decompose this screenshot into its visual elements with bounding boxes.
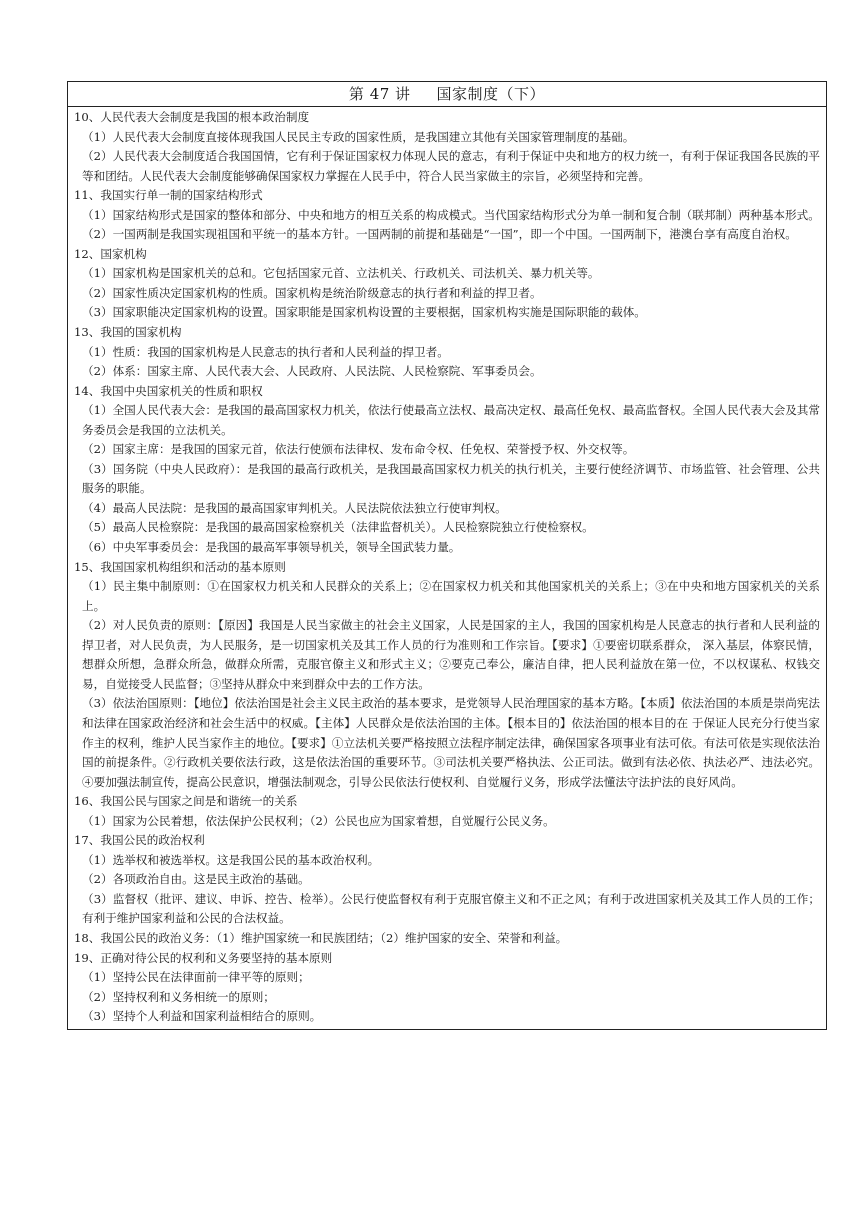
list-item: （1）全国人民代表大会：是我国的最高国家权力机关，依法行使最高立法权、最高决定权、最高任免权、最高监督权。全国人民代表大会及其常务委员会是我国的立法机关。 — [82, 403, 820, 437]
list-item: （2）对人民负责的原则：【原因】我国是人民当家做主的社会主义国家，人民是国家的主人，我国的国家机构是人民意志的执行者和人民利益的捍卫者，对人民负责，为人民服务，是一切国家机关及其工作人员的行为准则和工作宗旨。【要求】①要密切联系群众， 深入基层，体察民情，想群众所想，急群众所急，做群众所需，克服官僚主义和形式主义；②要克己奉公，廉洁自律，把人民利益放在第一位，不以权谋私、权钱交易，自觉接受人民监督；③坚持从群众中来到群众中去的工作方法。 — [82, 618, 820, 691]
section-heading: 18、我国公民的政治义务：（1）维护国家统一和民族团结；（2）维护国家的安全、荣誉和利益。 — [74, 930, 568, 945]
lecture-number: 第 47 讲 — [348, 85, 411, 103]
section-heading: 10、人民代表大会制度是我国的根本政治制度 — [74, 110, 310, 124]
list-item: （2）体系：国家主席、人民代表大会、人民政府、人民法院、人民检察院、军事委员会。 — [82, 364, 542, 379]
list-item: （2）各项政治自由。这是民主政治的基础。 — [82, 872, 310, 887]
list-item: （4）最高人民法院：是我国的最高国家审判机关。人民法院依法独立行使审判权。 — [82, 500, 507, 515]
list-item: （5）最高人民检察院：是我国的最高国家检察机关（法律监督机关）。人民检察院独立行使检察权。 — [82, 520, 594, 535]
list-item: （2）国家主席：是我国的国家元首，依法行使颁布法律权、发布命令权、任免权、荣誉授予权、外交权等。 — [82, 442, 635, 457]
section-heading: 14、我国中央国家机关的性质和职权 — [74, 383, 263, 398]
section-heading: 11、我国实行单一制的国家结构形式 — [74, 188, 263, 203]
section-heading: 13、我国的国家机构 — [74, 325, 182, 340]
list-item: （1）选举权和被选举权。这是我国公民的基本政治权利。 — [82, 852, 380, 867]
list-item: （1）人民代表大会制度直接体现我国人民民主专政的国家性质，是我国建立其他有关国家管理制度的基础。 — [82, 129, 635, 144]
list-item: （1）国家结构形式是国家的整体和部分、中央和地方的相互关系的构成模式。当代国家结构形式分为单一制和复合制（联邦制）两种基本形式。 — [82, 207, 820, 222]
list-item: （3）国家职能决定国家机构的设置。国家职能是国家机构设置的主要根据，国家机构实施是国际职能的载体。 — [82, 305, 646, 320]
section-heading: 17、我国公民的政治权利 — [74, 833, 205, 848]
section-heading: 15、我国国家机构组织和活动的基本原则 — [74, 559, 286, 574]
lecture-topic: 国家制度（下） — [436, 85, 546, 103]
list-item: （2）一国两制是我国实现祖国和平统一的基本方针。一国两制的前提和基础是“一国”，即一个中国。一国两制下，港澳台享有高度自治权。 — [82, 227, 797, 242]
list-item: （3）监督权（批评、建议、申诉、控告、检举）。公民行使监督权有利于克服官僚主义和不正之风；有利于改进国家机关及其工作人员的工作；有利于维护国家利益和公民的合法权益。 — [82, 891, 820, 926]
document-table — [67, 81, 827, 1030]
notes-body — [68, 107, 826, 1029]
list-item: （2）人民代表大会制度适合我国国情，它有利于保证国家权力体现人民的意志，有利于保证中央和地方的权力统一，有利于保证我国各民族的平等和团结。人民代表大会制度能够确保国家权力掌握在人民手中，符合人民当家做主的宗旨，必须坚持和完善。 — [82, 149, 820, 183]
list-item: （1）坚持公民在法律面前一律平等的原则； — [82, 970, 310, 985]
list-item: （2）国家性质决定国家机构的性质。国家机构是统治阶级意志的执行者和利益的捍卫者。 — [82, 285, 542, 300]
list-item: （1）国家机构是国家机关的总和。它包括国家元首、立法机关、行政机关、司法机关、暴力机关等。 — [82, 266, 600, 281]
list-item: （1）国家为公民着想，依法保护公民权利；（2）公民也应为国家着想，自觉履行公民义务。 — [82, 813, 555, 828]
lecture-title — [68, 82, 826, 107]
list-item: （3）国务院（中央人民政府）：是我国的最高行政机关，是我国最高国家权力机关的执行机关，主要行使经济调节、市场监管、社会管理、公共服务的职能。 — [82, 461, 820, 496]
list-item: （2）坚持权利和义务相统一的原则； — [82, 989, 275, 1004]
list-item: （1）性质：我国的国家机构是人民意志的执行者和人民利益的捍卫者。 — [82, 344, 449, 359]
section-heading: 19、正确对待公民的权利和义务要坚持的基本原则 — [74, 950, 333, 965]
list-item: （6）中央军事委员会：是我国的最高军事领导机关，领导全国武装力量。 — [82, 540, 461, 555]
list-item: （1）民主集中制原则：①在国家权力机关和人民群众的关系上；②在国家权力机关和其他国家机关的关系上；③在中央和地方国家机关的关系上。 — [82, 579, 820, 613]
list-item: （3）依法治国原则：【地位】依法治国是社会主义民主政治的基本要求，是党领导人民治理国家的基本方略。【本质】依法治国的本质是崇尚宪法和法律在国家政治经济和社会生活中的权威。【主体】人民群众是依法治国的主体。【根本目的】依法治国的根本目的在 于保证人民充分行使当家作主的权利，维护人民当家作主的地位。【要求】①立法机关要严格按照立法程序制定法律，确保国家各项事业有法可依。有法可依是实现依法治国的前提条件。②行政机关要依法行政，这是依法治国的重要环节。③司法机关要严格执法、公正司法。做到有法必依、执法必严、违法必究。④要加强法制宣传，提高公民意识，增强法制观念，引导公民依法行使权利、自觉履行义务，形成学法懂法守法护法的良好风尚。 — [82, 696, 820, 789]
list-item: （3）坚持个人利益和国家利益相结合的原则。 — [82, 1009, 322, 1024]
section-heading: 12、国家机构 — [74, 246, 147, 261]
section-heading: 16、我国公民与国家之间是和谐统一的关系 — [74, 794, 298, 809]
